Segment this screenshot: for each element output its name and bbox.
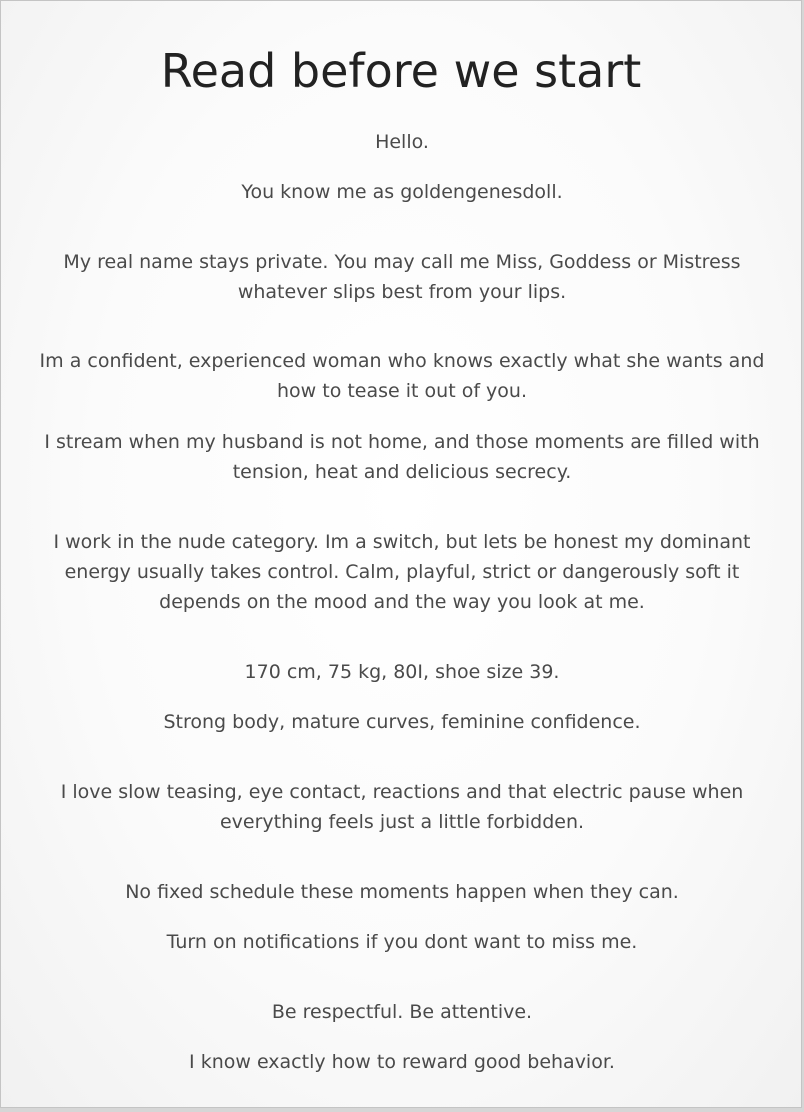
- paragraph-greeting: Hello.: [375, 131, 429, 153]
- paragraph-love: I love slow teasing, eye contact, reactions and that electric pause when everything feels just a little forbidden.: [60, 781, 744, 833]
- paragraph-body: Strong body, mature curves, feminine confidence.: [163, 711, 641, 733]
- paragraph-category: I work in the nude category. Im a switch, but lets be honest my dominant energy usually takes control. Calm, playful, strict or dangerously soft it depends on the mood and the way you look at me.: [53, 531, 751, 613]
- paragraph-notifications: Turn on notifications if you dont want to miss me.: [166, 931, 638, 953]
- paragraph-username: You know me as goldengenesdoll.: [241, 181, 563, 203]
- paragraph-confident: Im a confident, experienced woman who knows exactly what she wants and how to tease it out of you.: [39, 350, 765, 402]
- page-title: Read before we start: [160, 44, 642, 98]
- paragraph-name: My real name stays private. You may call me Miss, Goddess or Mistress whatever slips best from your lips.: [63, 251, 741, 303]
- paragraph-reward: I know exactly how to reward good behavior.: [189, 1051, 615, 1073]
- paragraph-stream: I stream when my husband is not home, and those moments are filled with tension, heat and delicious secrecy.: [44, 431, 760, 483]
- paragraph-measurements: 170 cm, 75 kg, 80I, shoe size 39.: [244, 661, 560, 683]
- paragraph-schedule: No fixed schedule these moments happen when they can.: [125, 881, 679, 903]
- paragraph-respectful: Be respectful. Be attentive.: [271, 1001, 533, 1023]
